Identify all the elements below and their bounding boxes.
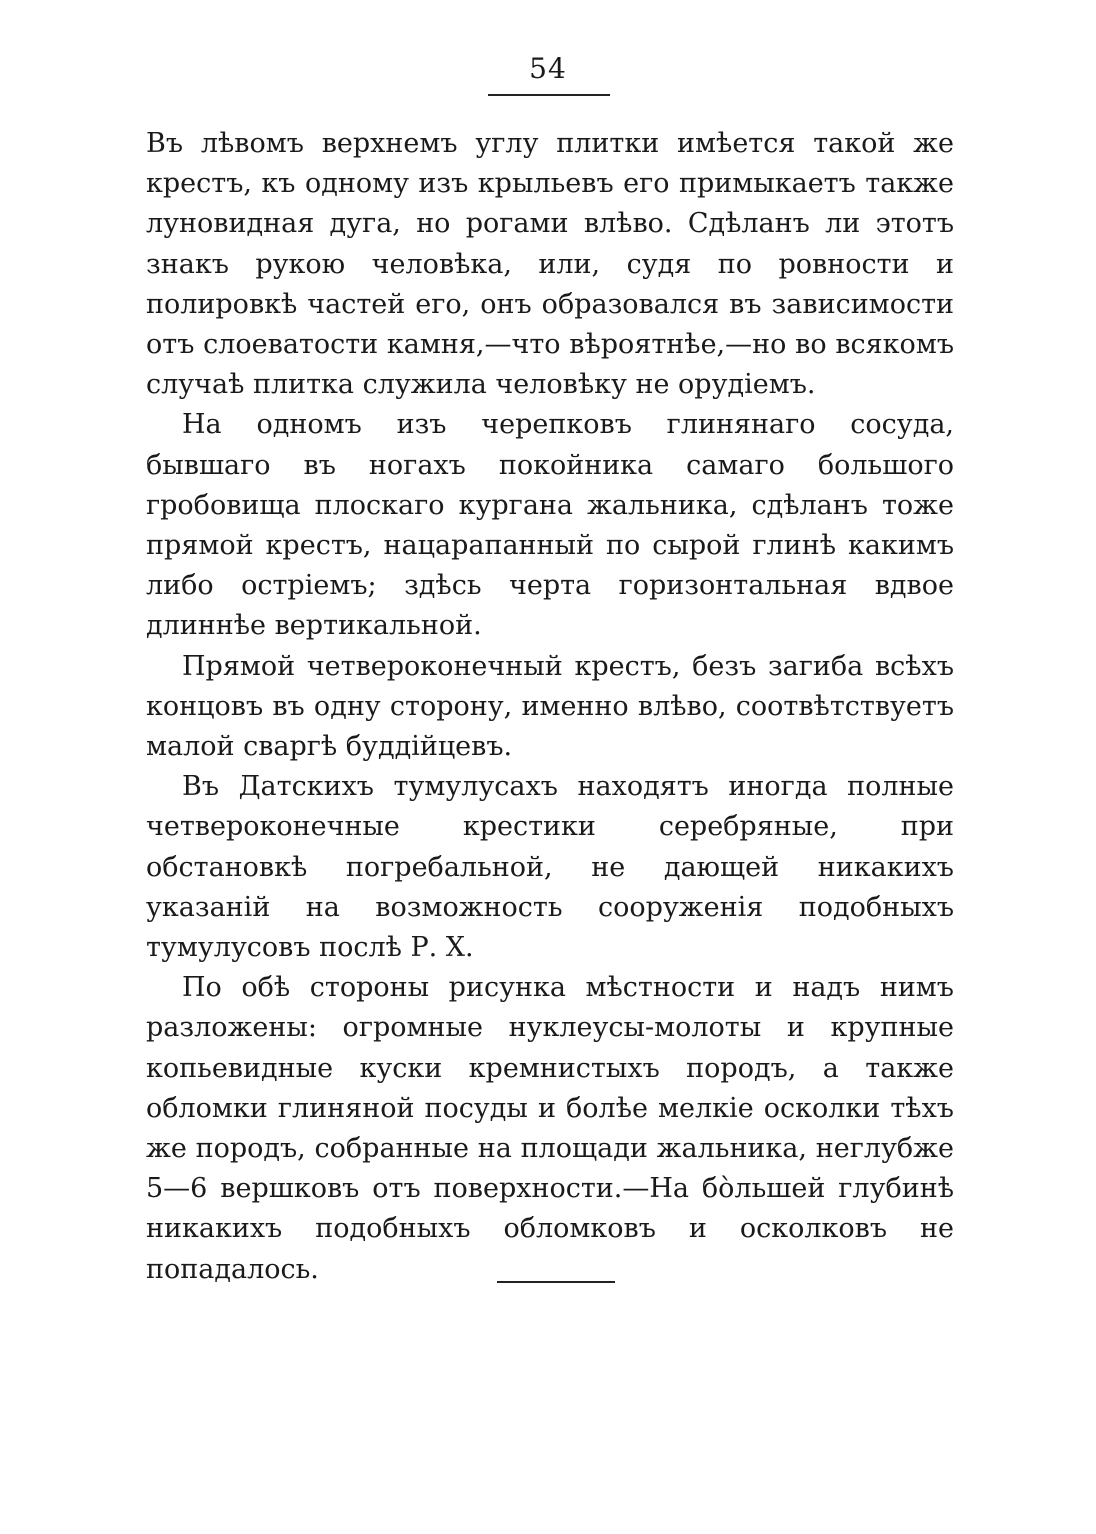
header-rule	[488, 94, 610, 96]
paragraph-4: Въ Датскихъ тумулусахъ находятъ иногда полные четвероконечные крестики серебряные, при обстановкѣ погребальной, не дающей никакихъ указаній на возможность сооруженія подобныхъ тумулусовъ послѣ Р. Х.	[146, 771, 954, 964]
paragraph-5: По обѣ стороны рисунка мѣстности и надъ нимъ разложены: огромные нуклеусы-молоты и крупные копьевидные куски кремнистыхъ породъ, а также обломки глиняной посуды и болѣе мелкіе осколки тѣхъ же породъ, собранные на площади жальника, неглубже 5—6 вершковъ отъ поверхности.—На бòльшей глубинѣ никакихъ подобныхъ обломковъ и осколковъ не попадалось.	[146, 972, 954, 1285]
paragraph-3: Прямой четвероконечный крестъ, безъ загиба всѣхъ концовъ въ одну сторону, именно влѣво, соотвѣтствуетъ малой сваргѣ буддійцевъ.	[146, 650, 954, 763]
body-text	[146, 124, 954, 1290]
page-number: 54	[529, 52, 567, 85]
paragraph-2: На одномъ изъ черепковъ глинянаго сосуда, бывшаго въ ногахъ покойника самаго большого гробовища плоскаго кургана жальника, сдѣланъ тоже прямой крестъ, нацарапанный по сырой глинѣ какимъ либо остріемъ; здѣсь черта горизонтальная вдвое длиннѣе вертикальной.	[146, 409, 954, 642]
paragraph-1: Въ лѣвомъ верхнемъ углу плитки имѣется такой же крестъ, къ одному изъ крыльевъ его примыкаетъ также луновидная дуга, но рогами влѣво. Сдѣланъ ли этотъ знакъ рукою человѣка, или, судя по ровности и полировкѣ частей его, онъ образовался въ зависимости отъ слоеватости камня,—что вѣроятнѣе,—но во всякомъ случаѣ плитка служила человѣку не орудіемъ.	[146, 128, 954, 401]
end-rule	[497, 1281, 615, 1283]
